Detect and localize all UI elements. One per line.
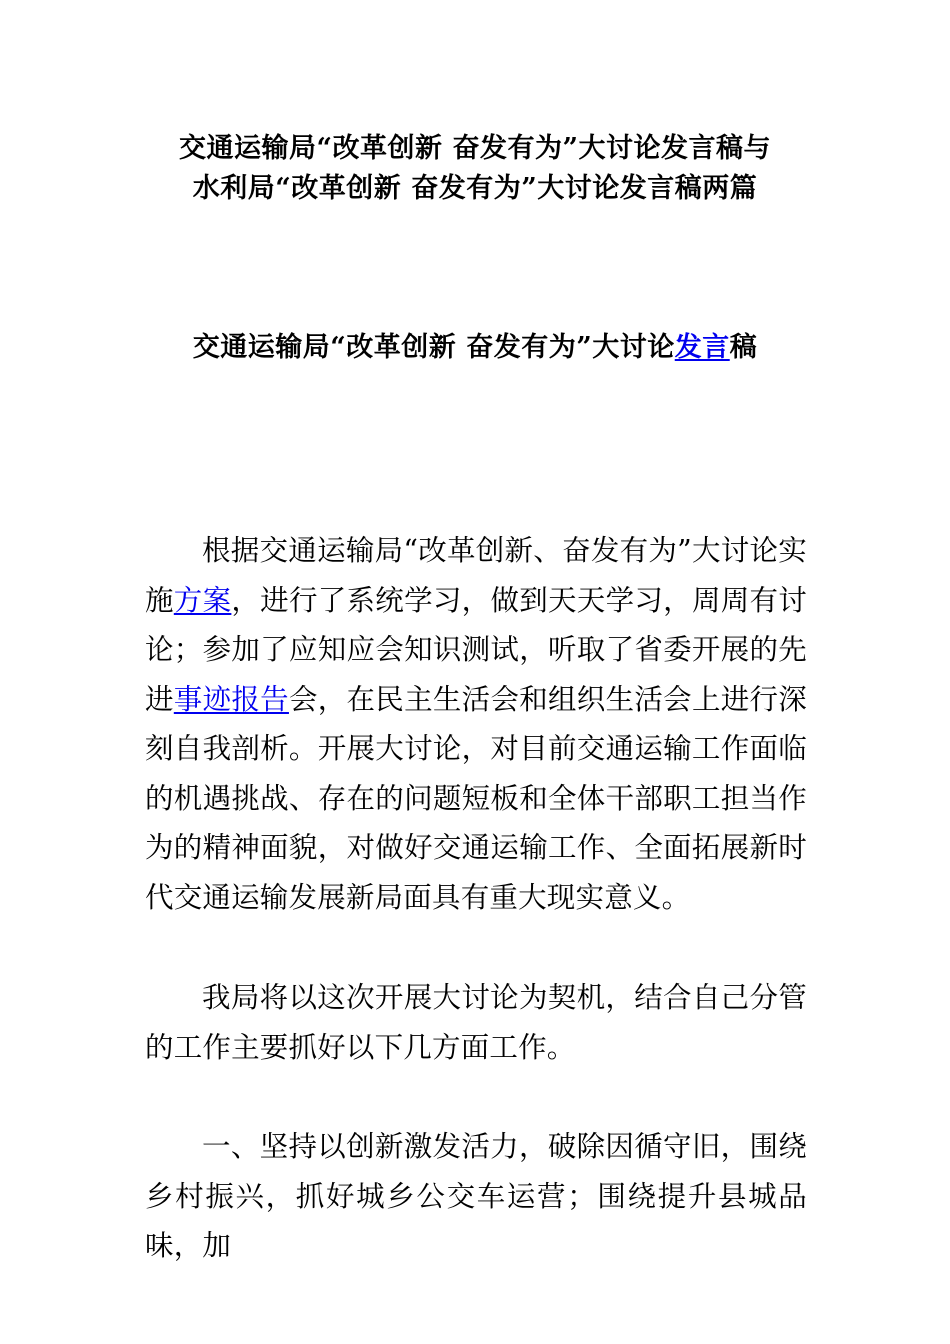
document-title bbox=[100, 129, 850, 209]
paragraph-intro-text-3: 会，在民主生活会和组织生活会上进行深刻自我剖析。开展大讨论，对目前交通运输工作面临的机遇挑战、存在的问题短板和全体干部职工担当作为的精神面貌，对做好交通运输工作、全面拓展新时代交通运输发展新局面具有重大现实意义。 bbox=[145, 682, 808, 914]
paragraph-point-one: 一、坚持以创新激发活力，破除因循守旧，围绕乡村振兴，抓好城乡公交车运营；围绕提升县城品味，加 bbox=[145, 1130, 807, 1262]
paragraph-intro-text-2: ，进行了系统学习，做到天天学习，周周有讨论；参加了应知应会知识测试，听取了省委开展的先进 bbox=[145, 583, 807, 716]
section-title bbox=[100, 328, 850, 368]
title-line-2: 水利局“改革创新 奋发有为”大讨论发言稿两篇 bbox=[192, 173, 758, 204]
section-title-text: 交通运输局“改革创新 奋发有为”大讨论 bbox=[192, 332, 675, 363]
title-line-1: 交通运输局“改革创新 奋发有为”大讨论发言稿与 bbox=[179, 133, 771, 164]
section-title-suffix: 稿 bbox=[729, 332, 758, 363]
paragraph-intro bbox=[145, 526, 807, 922]
link-plan[interactable]: 方案 bbox=[173, 583, 232, 617]
section-title-link[interactable]: 发言 bbox=[674, 332, 730, 363]
paragraph-plan: 我局将以这次开展大讨论为契机，结合自己分管的工作主要抓好以下几方面工作。 bbox=[145, 981, 807, 1064]
link-deeds-report[interactable]: 事迹报告 bbox=[173, 682, 289, 716]
paragraph-intro-text-1: 根据交通运输局“改革创新、奋发有为”大讨论实施 bbox=[145, 534, 807, 617]
